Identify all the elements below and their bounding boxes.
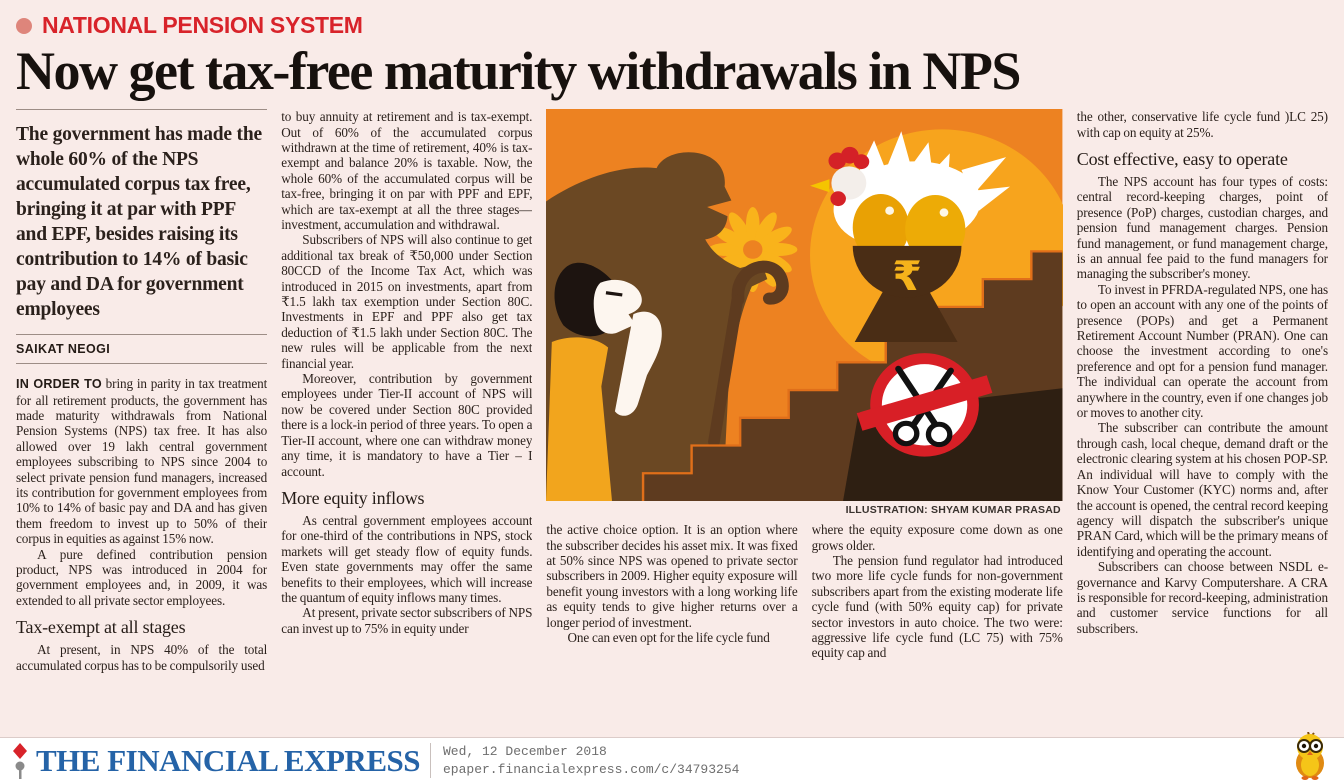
paragraph: A pure defined contribution pension product, NPS was introduced in 2004 for government employees and, in 2009, it was extended to all private sector employees. <box>16 546 268 608</box>
bullet-icon <box>16 18 32 34</box>
section-kicker <box>16 12 1328 39</box>
article-header <box>0 0 1344 99</box>
paragraph: IN ORDER TO bring in parity in tax treatment for all retirement products, the government has made maturity withdrawals from National Pension Systems (NPS) tax free. It has also allowed over 19 lakh central government employees subscribing to NPS since 2004 to select private pension fund managers, increased its contribution for government employees from 10% to 14% of basic pay and DA and has given them freedom to invest up to 50% of their corpus in equities as against 15% now. <box>16 376 268 547</box>
rupee-symbol: ₹ <box>892 252 923 301</box>
paragraph: the active choice option. It is an option where the subscriber decides his asset mix. It was fixed at 50% since NPS was opened to private sector subscribers in 2009. Higher equity exposure will benefit young investors with a long working life as equity tends to give higher returns over a longer period of investment. <box>546 522 798 630</box>
column-1 <box>16 109 267 708</box>
paragraph: to buy annuity at retirement and is tax-exempt. Out of 60% of the accumulated corpus withdrawn at the time of retirement, 40% is tax-exempt and balance 20% is taxable. Now, the whole 60% of the accumulated corpus will be tax-free, bringing it on par with PPF and EPF, which are tax-exempt at all the three stages—investment, accumulation and withdrawal. <box>281 109 533 232</box>
masthead-title: THE FINANCIAL EXPRESS <box>36 742 420 778</box>
section-label: NATIONAL PENSION SYSTEM <box>42 12 363 38</box>
epaper-date: Wed, 12 December 2018 <box>442 743 607 759</box>
paragraph: where the equity exposure come down as one grows older. <box>811 522 1063 553</box>
epaper-meta <box>430 743 739 778</box>
paragraph: At present, private sector subscribers of NPS can invest up to 75% in equity under <box>281 605 533 636</box>
paragraph: The subscriber can contribute the amount through cash, local cheque, demand draft or the electronic clearing system at his chosen POP-SP. An individual will have to comply with the Know Your Customer (KYC) norms and, after the account is opened, the central record keeping agency will dispatch the subscriber's unique PRAN Card, which will be the primary means of identifying and operating the account. <box>1076 420 1328 559</box>
subhead-cost-effective: Cost effective, easy to operate <box>1076 148 1288 169</box>
fe-logo-icon <box>12 743 28 779</box>
standfirst: The government has made the whole 60% of the NPS accumulated corpus tax free, bringing it at par with PPF and EPF, besides raising its contribution to 14% of basic pay and DA for government employees <box>16 109 267 322</box>
epaper-footer <box>0 737 1344 783</box>
illustration-block <box>546 109 1062 522</box>
paragraph: Moreover, contribution by government employees under Tier-II account of NPS will now be covered under Section 80C provided there is a lock-in period of three years. To open a Tier-II account, where one can withdraw money any time, it is mandatory to have a Tier – I account. <box>281 371 533 479</box>
paragraph: To invest in PFRDA-regulated NPS, one has to open an account with any one of the points of presence (POPs) and get a Permanent Retirement Account Number (PRAN). One can choose the investment according to one's preference and opt for a pension fund manager. The individual can operate the account from anywhere in the country, even if one changes job or moves to another city. <box>1076 281 1328 421</box>
lead-in: IN ORDER TO <box>16 377 102 392</box>
paragraph: Subscribers of NPS will also continue to get additional tax break of ₹50,000 under Section 80CCD of the Income Tax Act, which was introduced in 2015 on investments, apart from ₹1.5 lakh tax exemption under Section 80C. Investments in EPF and PPF also get tax deduction of ₹1.5 lakh under Section 80C. The new rules will be applicable from the next financial year. <box>281 232 533 371</box>
paragraph: the other, conservative life cycle fund )LC 25) with cap on equity at 25%. <box>1076 109 1328 140</box>
pension-nest-egg-illustration <box>546 109 1062 501</box>
paragraph: Subscribers can choose between NSDL e-governance and Karvy Computershare. A CRA is responsible for record-keeping, administration and customer service functions for all subscribers. <box>1076 559 1328 636</box>
paragraph: At present, in NPS 40% of the total accumulated corpus has to be compulsorily used <box>16 642 268 673</box>
paragraph: The pension fund regulator had introduced two more life cycle funds for non-government subscribers apart from the existing moderate life cycle fund (with 50% equity cap) for private sector investors in auto choice. The two were: aggressive life cycle fund (LC 75) with 75% equity cap and <box>811 552 1063 661</box>
owl-mascot-icon <box>1288 732 1332 780</box>
epaper-url[interactable]: epaper.financialexpress.com/c/34793254 <box>442 761 740 777</box>
subhead-more-equity: More equity inflows <box>281 487 425 508</box>
paragraph: The NPS account has four types of costs: central record-keeping charges, point of presence (PoP) charges, custodian charges, and pension fund management charges. Pension fund management, or fund management charge, is an annual fee paid to the fund managers for managing the subscriber's money. <box>1076 173 1328 282</box>
byline: SAIKAT NEOGI <box>16 334 267 364</box>
illustration-caption: ILLUSTRATION: SHYAM KUMAR PRASAD <box>845 504 1061 517</box>
paragraph: As central government employees account for one-third of the contributions in NPS, stock markets will get steady flow of equity funds. Even state governments may offer the same benefits to their employees, which will increase the quantum of equity inflows many times. <box>281 512 533 605</box>
column-2 <box>281 109 532 708</box>
subhead-tax-exempt: Tax-exempt at all stages <box>16 617 186 638</box>
column-5 <box>1077 109 1328 708</box>
article-body <box>0 99 1344 708</box>
column-3 <box>546 522 797 708</box>
paragraph: One can even opt for the life cycle fund <box>567 630 770 645</box>
column-4 <box>812 522 1063 708</box>
headline: Now get tax-free maturity withdrawals in NPS <box>16 41 1020 101</box>
